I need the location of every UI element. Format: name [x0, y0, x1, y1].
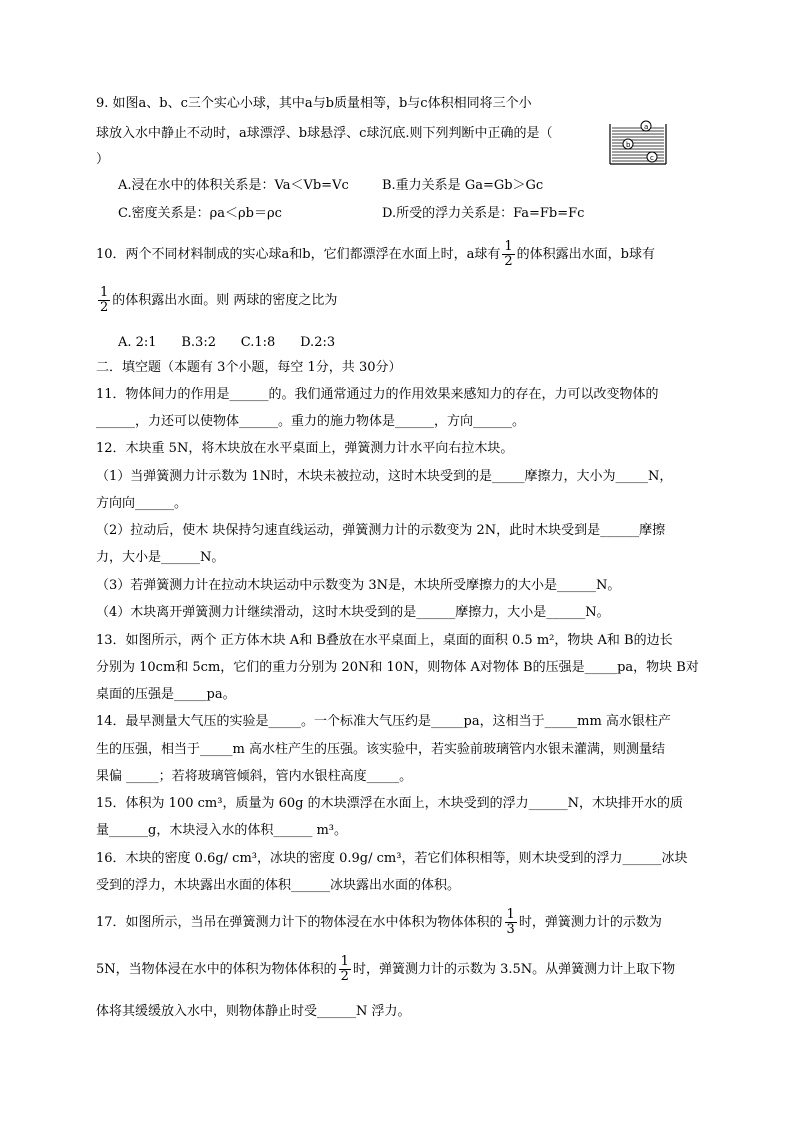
q12-line7: （4）木块离开弹簧测力计继续滑动，这时木块受到的是______摩擦力，大小是______N。	[96, 605, 610, 620]
q9-option-d: D.所受的浮力关系是：Fa=Fb=Fc	[382, 206, 585, 221]
q9-line1: 9. 如图a、b、c三个实心小球，其中a与b质量相等，b与c体积相同将三个小	[96, 96, 532, 111]
q9-option-b: B.重力关系是 Ga=Gb＞Gc	[382, 178, 544, 193]
q14-line3: 果偏 _____；若将玻璃管倾斜，管内水银柱高度_____。	[96, 769, 413, 784]
q10-fraction-half-b	[98, 286, 110, 315]
q17-fraction-third	[505, 908, 517, 937]
fraction-numerator: 1	[506, 907, 515, 922]
q9-line3: ）	[96, 152, 110, 167]
fraction-denominator: 3	[506, 922, 515, 937]
q17-line1	[96, 908, 662, 938]
q9-option-a: A.浸在水中的体积关系是：Va＜Vb=Vc	[118, 178, 349, 193]
fraction-numerator: 1	[100, 285, 109, 300]
q10-options: A. 2:1 B.3:2 C.1:8 D.2:3	[118, 335, 336, 350]
q17-text-3: 5N，当物体浸在水中的体积为物体体积的	[96, 962, 337, 977]
q17-fraction-half	[339, 955, 351, 984]
q17-line2	[96, 955, 675, 985]
q13-line2: 分别为 10cm和 5cm，它们的重力分别为 20N和 10N，则物体 A对物体 B的压强是_____pa，物块 B对	[96, 660, 699, 675]
q10-text-1: 10．两个不同材料制成的实心球a和b，它们都漂浮在水面上时，a球有	[96, 247, 501, 262]
q10-text-3: 的体积露出水面。则 两球的密度之比为	[112, 293, 338, 308]
q12-line3: 方向向______。	[96, 496, 188, 511]
q16-line1: 16．木块的密度 0.6g/ cm³，冰块的密度 0.9g/ cm³，若它们体积相等，则木块受到的浮力______冰块	[96, 851, 688, 866]
fraction-numerator: 1	[340, 954, 349, 969]
fraction-denominator: 2	[100, 300, 109, 315]
q14-line2: 生的压强，相当于_____m 高水柱产生的压强。该实验中，若实验前玻璃管内水银未灌满，则测量结	[96, 742, 665, 757]
fraction-numerator: 1	[504, 239, 513, 254]
q13-line1: 13．如图所示，两个 正方体木块 A和 B叠放在水平桌面上，桌面的面积 0.5 m²，物块 A和 B的边长	[96, 633, 673, 648]
q12-line2: （1）当弹簧测力计示数为 1N时，木块未被拉动，这时木块受到的是_____摩擦力，大小为_____N，	[96, 469, 673, 484]
ball-c-label: c	[650, 154, 654, 162]
q16-line2: 受到的浮力，木块露出水面的体积______冰块露出水面的体积。	[96, 878, 461, 893]
ball-b-label: b	[626, 141, 631, 149]
q9-option-c: C.密度关系是：ρa＜ρb＝ρc	[118, 206, 282, 221]
q15-line2: 量______g，木块浸入水的体积______ m³。	[96, 823, 347, 838]
q14-line1: 14．最早测量大气压的实验是_____。一个标准大气压约是_____pa，这相当于_____mm 高水银柱产	[96, 714, 671, 729]
section-2-heading: 二．填空题（本题有 3个小题，每空 1分，共 30分）	[96, 360, 402, 375]
q12-line1: 12．木块重 5N，将木块放在水平桌面上，弹簧测力计水平向右拉木块。	[96, 441, 514, 456]
q9-line2: 球放入水中静止不动时，a球漂浮、b球悬浮、c球沉底.则下列判断中正确的是（	[96, 126, 553, 141]
q10-text-2: 的体积露出水面，b球有	[516, 247, 655, 262]
q17-text-1: 17．如图所示，当吊在弹簧测力计下的物体浸在水中体积为物体体积的	[96, 915, 503, 930]
q10-line2	[96, 286, 337, 316]
fraction-denominator: 2	[504, 254, 513, 269]
q11-line2: ______，力还可以使物体______。重力的施力物体是______，方向______。	[96, 414, 526, 429]
q17-line3: 体将其缓缓放入水中，则物体静止时受______N 浮力。	[96, 1004, 411, 1019]
q11-line1: 11．物体间力的作用是______的。我们通常通过力的作用效果来感知力的存在，力可以改变物体的	[96, 387, 659, 402]
q12-line5: 力，大小是______N。	[96, 550, 225, 565]
q10-line1	[96, 240, 655, 270]
q10-fraction-half-a	[502, 240, 514, 269]
q13-line3: 桌面的压强是_____pa。	[96, 687, 236, 702]
q12-line6: （3）若弹簧测力计在拉动木块运动中示数变为 3N是，木块所受摩擦力的大小是______N。	[96, 578, 621, 593]
q17-text-2: 时，弹簧测力计的示数为	[518, 915, 662, 930]
fraction-denominator: 2	[340, 969, 349, 984]
three-balls-in-water-figure	[606, 120, 670, 166]
ball-a-label: a	[644, 123, 649, 131]
q17-text-4: 时，弹簧测力计的示数为 3.5N。从弹簧测力计上取下物	[352, 962, 676, 977]
q15-line1: 15．体积为 100 cm³，质量为 60g 的木块漂浮在水面上，木块受到的浮力______N，木块排开水的质	[96, 796, 683, 811]
q12-line4: （2）拉动后，使木 块保持匀速直线运动，弹簧测力计的示数变为 2N，此时木块受到是______摩擦	[96, 523, 666, 538]
